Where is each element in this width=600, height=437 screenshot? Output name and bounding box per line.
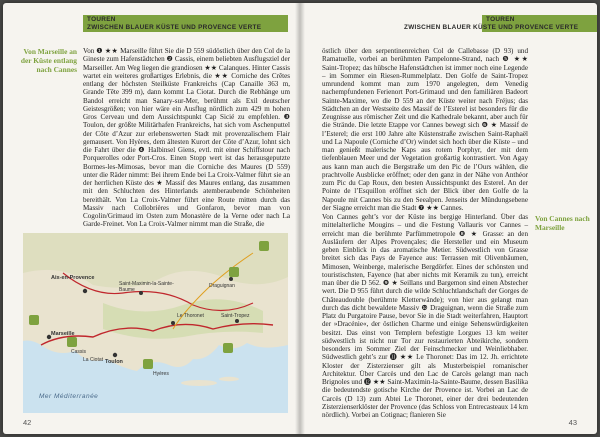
header-subtitle: ZWISCHEN BLAUER KÜSTE UND PROVENCE VERTE	[404, 24, 579, 31]
book-spread	[3, 3, 597, 434]
map-label-city3: Toulon	[105, 359, 123, 365]
map-label-place3: Saint-Tropez	[221, 313, 250, 319]
map-graphic	[23, 233, 288, 413]
page-number: 43	[568, 418, 577, 427]
header-title: TOUREN	[486, 16, 515, 23]
header-subtitle: ZWISCHEN BLAUER KÜSTE UND PROVENCE VERTE	[87, 24, 262, 31]
page-number: 42	[23, 418, 32, 427]
map-label-city2: Marseille	[51, 331, 75, 337]
body-paragraph: Von ❶ ★★ Marseille führt Sie die D 559 südöstlich über den Col de la Gineste zum Hafenstädtchen ❷ Cassis, einem beliebten Ausflugsziel der Marseiller. Am Weg liegen die grandiosen ★★ Calanques. Hinter Cassis wartet ein weiteres großartiges Erlebnis, die ★★ Corniche des Crêtes entlang der höchsten Steilküste Frankreichs (Cap Canaille 363 m, Grande Tête 399 m), dann kommt La Ciotat. Durch die Rebhänge um Bandol erreicht man Sanary-sur-Mer, berühmt als Exil deutscher Geistesgrößen; von hier wäre ein Ausflug nördlich zum 429 m hohen Gros Cerveau und dem Aussichtspunkt Cap Sicié zu empfehlen. ❸ Toulon, der größte Militärhafen Frankreichs, hat sich vom Aschenputtel der Côte d’Azur zur erlebenswerten Stadt mit provenzalischem Flair gemausert. Von Hyères, dem ältesten Kurort der Côte d’Azur, lohnt sich die Fahrt über die ❹ Halbinsel Giens, evtl. mit einer Schiffstour nach Porquerolles oder Port-Cros. Einen Stopp wert ist das herausgeputzte Bormes-les-Mimosas, bevor man die Corniche des Maures (D 559) unter die Räder nimmt: Bei ihrem Ende bei La Croix-Valmer führt sie an der herrlichen Küste des ★ Massif des Maures entlang, das zusammen mit den Schluchten des Hinterlands atemberaubende Schönheiten bereithält. Von La Croix-Valmer führt eine Route mitten durch das Massiv nach Collobrières und Gonfaron, bevor man von Cogolin/Grimaud im Osten zum Monastère de la Verne oder nach La Garde-Freinet. Von La Croix-Valmer nimmt man die Straße, die	[83, 47, 290, 229]
map-label-place1: Saint-Maximin-la-Sainte-Baume	[119, 281, 174, 293]
map-label-city1: Aix-en-Provence	[51, 275, 95, 281]
map-label-sea: Mer Méditerranée	[39, 393, 99, 400]
body-paragraph: östlich über den serpentinenreichen Col de Callebasse (D 93) und Ramatuelle, vorbei an berühmten Pampelonne-Strand, nach ❺ ★★ Saint-Tropez; das hübsche Hafenstädtchen ist immer noch eine Legende – im Sommer ein Riesen-Rummelplatz. Den Golfe de Saint-Tropez umrundend kommt man zum 1970 angelegten, dem Venedig nachempfundenen Ferienort Port-Grimaud und den familiären Badeort Sainte-Maxime, wo die D 559 an der Küste weiter nach Fréjus; das Städtchen an der Westseite des Massif de l’Esterel ist besonders für die Zeugnisse aus römischer Zeit und die Kathedrale bekannt, aber auch für die Strände. Die letzte Etappe vor Cannes bewegt sich ❻ ★ Massif de l’Esterel; die erst 100 Jahre alte Küstenstraße zwischen Saint-Raphaël und La Napoule (Corniche d’Or) windet sich hoch über die Küste – und man genießt malerische Kaps aus rotem Porphyr, der mit dem tiefenblauen Meer und der Vegetation großartig kontrastiert. Von Agay aus kann man auch die Bergstraße um den Pic de l’Ours wählen, die prachtvolle Ausblicke eröffnet; oder den ganz in der Nähe von Anthéor zum Pic du Cap Roux, den besten Aussichtspunkt des Esterel. An der Pointe de l’Esquillon eröffnet sich der Blick über den Golfe de la Napoule mit Cannes bis zu den Seealpen. Jenseits der Mündungsebene der Siagne erreicht man die Stadt ❼ ★★ Cannes.	[322, 47, 528, 212]
map-label-place6: La Ciotat	[83, 357, 104, 363]
right-page	[300, 3, 597, 434]
map-label-place2: Le Thoronet	[177, 313, 204, 319]
body-text-2	[322, 213, 528, 419]
body-text	[83, 47, 290, 229]
map-label-place5: Cassis	[71, 349, 87, 355]
map-label-place7: Hyères	[153, 371, 169, 377]
sidebar-note: Von Marseille an der Küste entlang nach Cannes	[20, 47, 77, 74]
sidebar-note: Von Cannes nach Marseille	[535, 214, 590, 232]
left-page	[3, 3, 300, 434]
route-map	[23, 233, 288, 413]
header-title: TOUREN	[87, 16, 116, 23]
map-label-place4: Draguignan	[209, 283, 235, 289]
body-paragraph: Von Cannes geht’s vor der Küste ins bergige Hinterland. Über das mittelalterliche Mougins – und die Festung Vallauris vor Cannes – erreicht man die berühmte Parfümmetropole ❽ ★ Grasse: an den Ausläufern der Alpes Provençales; die Hersteller und ein Museum geben Einblick in das aromatische Metier. Südwestlich von Grasse breitet sich das Pays de Fayence aus: Terrassen mit Olivenbäumen, Mimosen, Weinberge, malerische Bergdörfer. Eines der schönsten und touristischsten, Fayence (hat aber nichts mit Keramik zu tun), erreicht man über die D 562. ❾ ★ Seillans und Bargemon sind einen Abstecher wert. Die D 955 führt durch die wilde Schluchtlandschaft der Gorges de Châteaudouble (berühmte Kletterwände); von hier aus gelangt man durch das dicht bewaldete Massiv ❿ Draguignan, wenn die Straße zum Platz du Purgatoire Pause, bevor Sie in die Stadt weiterfahren, Hauptort der »Dracénie«, der östlichen Charme und einige Sehenswürdigkeiten besitzt. Das einst von Templern befestigte Lorgues 13 km weiter südwestlich ist nicht nur Tor zur restaurierten Abteikirche, sondern besonders im Sommer Ziel der Feinschmecker und Weinliebhaber. Südwestlich geht’s zur ⓫ ★★ Le Thoronet: Das im 12. Jh. errichtete Kloster der Zisterzienser gilt als Musterbeispiel romanischer Architektur. Über Carcès und den Lac de Carcès gelangt man nach Brignoles und ⓬ ★★ Saint-Maximin-la-Sainte-Baume, dessen Basilika die bedeutendste gotische Kirche der Provence ist. Vorbei an Lac de Carcès (D 13) zum Abtei Le Thoronet, einer der drei bedeutenden Zisterzienserklöster der Provence (das Schloss von Entrecasteaux 14 km nördlich). Vorbei an Cotignac; flanieren Sie	[322, 213, 528, 419]
body-text-1	[322, 47, 528, 212]
